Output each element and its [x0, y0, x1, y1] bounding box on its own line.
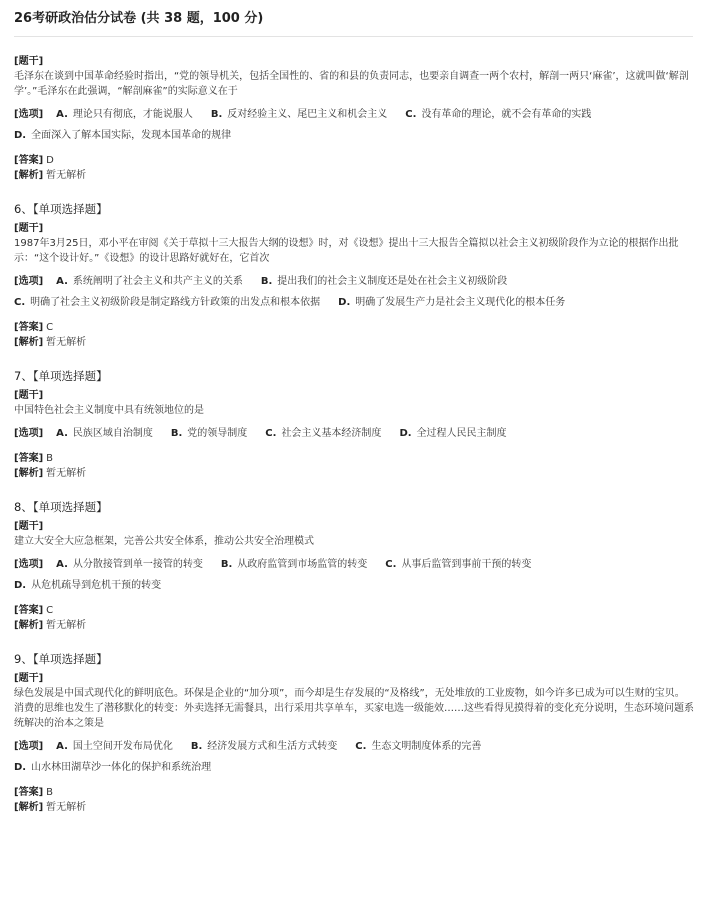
- option-b[interactable]: B. 提出我们的社会主义制度还是处在社会主义初级阶段: [260, 276, 508, 287]
- exam-title: 26考研政治估分试卷 (共 38 题，100 分): [14, 11, 264, 26]
- options-row: [14, 426, 694, 441]
- analysis-row: [解析] 暂无解析: [14, 337, 87, 348]
- title-divider: [14, 36, 693, 37]
- options-row: [14, 739, 694, 775]
- analysis-row: [解析] 暂无解析: [14, 802, 87, 813]
- question-header: 9、【单项选择题】: [14, 652, 108, 666]
- option-a[interactable]: A. 理论只有彻底，才能说服人: [56, 109, 193, 120]
- options-row: [14, 557, 694, 593]
- stem-label: [题干]: [14, 223, 44, 234]
- analysis-row: [解析] 暂无解析: [14, 170, 87, 181]
- option-c[interactable]: C. 社会主义基本经济制度: [265, 428, 382, 439]
- option-b[interactable]: B. 经济发展方式和生活方式转变: [190, 741, 338, 752]
- option-c[interactable]: C. 明确了社会主义初级阶段是制定路线方针政策的出发点和根本依据: [14, 297, 321, 308]
- question-block: [14, 651, 693, 815]
- answer-row: [答案] B: [14, 787, 54, 798]
- stem-label: [题干]: [14, 521, 44, 532]
- options-label: [选项]: [14, 109, 44, 120]
- analysis-row: [解析] 暂无解析: [14, 620, 87, 631]
- analysis-value: 暂无解析: [46, 337, 87, 348]
- option-d[interactable]: D. 从危机疏导到危机干预的转变: [14, 580, 162, 591]
- stem-label: [题干]: [14, 673, 44, 684]
- answer-row: [答案] D: [14, 155, 54, 166]
- option-b[interactable]: B. 反对经验主义、尾巴主义和机会主义: [210, 109, 388, 120]
- answer-row: [答案] B: [14, 453, 54, 464]
- options-row: [14, 107, 694, 143]
- option-a[interactable]: A. 民族区域自治制度: [56, 428, 153, 439]
- analysis-value: 暂无解析: [46, 802, 87, 813]
- question-header: 7、【单项选择题】: [14, 369, 108, 383]
- option-c[interactable]: C. 没有革命的理论，就不会有革命的实践: [405, 109, 592, 120]
- stem-label: [题干]: [14, 390, 44, 401]
- option-d[interactable]: D. 全过程人民民主制度: [399, 428, 507, 439]
- options-row: [14, 274, 694, 310]
- answer-value: C: [46, 322, 54, 333]
- options-label: [选项]: [14, 559, 44, 570]
- question-block: [14, 54, 693, 183]
- option-c[interactable]: C. 生态文明制度体系的完善: [355, 741, 482, 752]
- option-d[interactable]: D. 全面深入了解本国实际，发现本国革命的规律: [14, 130, 232, 141]
- question-stem: 绿色发展是中国式现代化的鲜明底色。环保是企业的“加分项”，而今却是生存发展的“及格线”，无处堆放的工业废物，如今许多已成为可以生财的宝贝。消费的思维也发生了潜移默化的转变：外卖选择无需餐具，出行采用共享单车，买家电选一级能效……这些看得见摸得着的变化充分说明，生态环境问题系统解决的治本之策是: [14, 688, 694, 729]
- question-block: [14, 499, 693, 633]
- option-a[interactable]: A. 系统阐明了社会主义和共产主义的关系: [56, 276, 243, 287]
- answer-value: C: [46, 605, 54, 616]
- question-stem: 1987年3月25日，邓小平在审阅《关于草拟十三大报告大纲的设想》时，对《设想》提出十三大报告全篇拟以社会主义初级阶段作为立论的根据作出批示：“这个设计好。”《设想》的设计思路好就好在，它首次: [14, 238, 679, 264]
- analysis-row: [解析] 暂无解析: [14, 468, 87, 479]
- question-header: 8、【单项选择题】: [14, 500, 108, 514]
- answer-value: D: [46, 155, 54, 166]
- option-d[interactable]: D. 山水林田湖草沙一体化的保护和系统治理: [14, 762, 212, 773]
- stem-label: [题干]: [14, 56, 44, 67]
- options-label: [选项]: [14, 276, 44, 287]
- answer-value: B: [46, 453, 54, 464]
- option-a[interactable]: A. 从分散接管到单一接管的转变: [56, 559, 203, 570]
- question-stem: 建立大安全大应急框架，完善公共安全体系，推动公共安全治理模式: [14, 536, 314, 547]
- analysis-value: 暂无解析: [46, 170, 87, 181]
- options-label: [选项]: [14, 428, 44, 439]
- question-header: 6、【单项选择题】: [14, 202, 108, 216]
- options-label: [选项]: [14, 741, 44, 752]
- answer-row: [答案] C: [14, 605, 54, 616]
- analysis-value: 暂无解析: [46, 620, 87, 631]
- analysis-value: 暂无解析: [46, 468, 87, 479]
- question-stem: 中国特色社会主义制度中具有统领地位的是: [14, 405, 204, 416]
- question-stem: 毛泽东在谈到中国革命经验时指出，“党的领导机关，包括全国性的、省的和县的负责同志，也要亲自调查一两个农村，解剖一两只‘麻雀’，这就叫做‘解剖学’。”毛泽东在此强调，“解剖麻雀”的实际意义在于: [14, 71, 689, 97]
- question-block: [14, 368, 693, 481]
- option-d[interactable]: D. 明确了发展生产力是社会主义现代化的根本任务: [338, 297, 566, 308]
- option-c[interactable]: C. 从事后监管到事前干预的转变: [385, 559, 532, 570]
- answer-value: B: [46, 787, 54, 798]
- answer-row: [答案] C: [14, 322, 54, 333]
- option-b[interactable]: B. 党的领导制度: [170, 428, 248, 439]
- option-b[interactable]: B. 从政府监管到市场监管的转变: [220, 559, 368, 570]
- question-block: [14, 201, 693, 350]
- option-a[interactable]: A. 国土空间开发布局优化: [56, 741, 173, 752]
